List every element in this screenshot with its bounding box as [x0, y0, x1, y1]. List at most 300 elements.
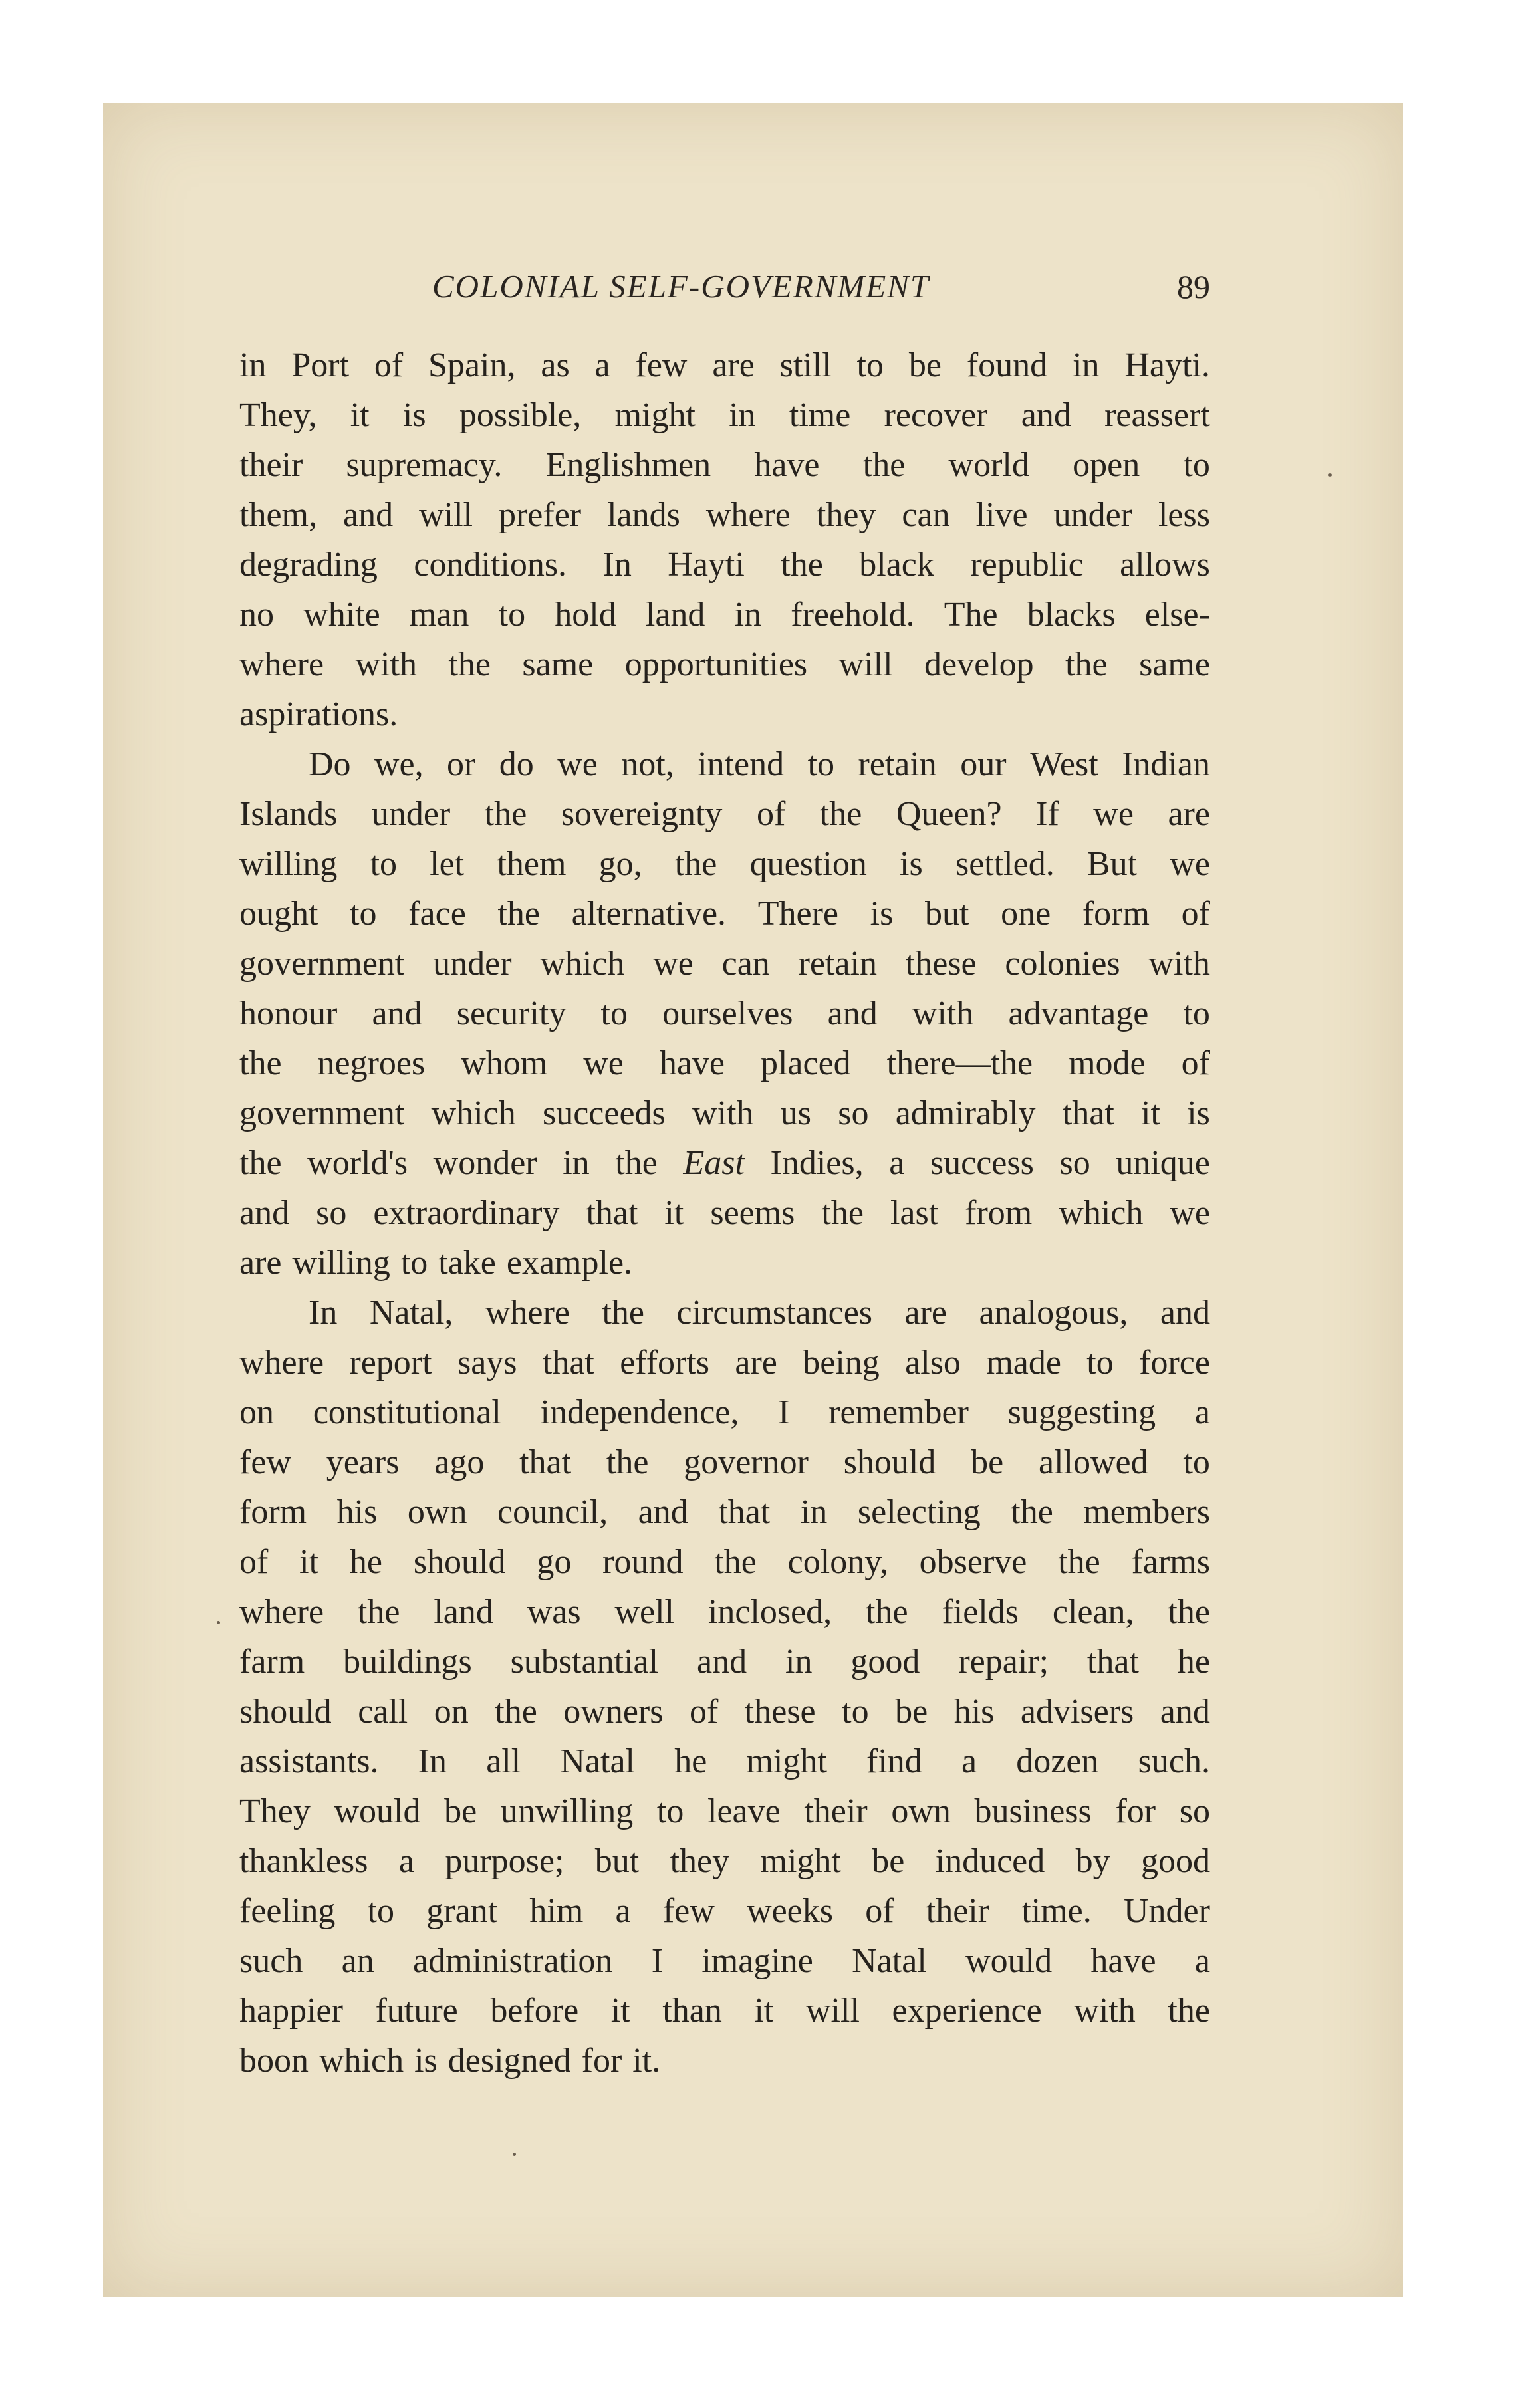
word: to — [600, 995, 628, 1032]
word: Natal, — [369, 1294, 453, 1332]
word: possible, — [459, 396, 582, 434]
word: East — [683, 1144, 745, 1182]
word: go, — [598, 845, 642, 883]
word: succeeds — [542, 1094, 666, 1132]
word: imagine — [701, 1942, 813, 1980]
word: success — [930, 1144, 1034, 1182]
text-line — [239, 440, 1210, 490]
word: last — [890, 1194, 939, 1232]
word: unique — [1116, 1144, 1210, 1182]
word: weeks — [747, 1892, 833, 1930]
word: retain — [858, 745, 937, 783]
text-line — [239, 590, 1210, 640]
word: it — [610, 1992, 630, 2030]
word: In — [602, 546, 632, 584]
word: are — [735, 1344, 777, 1382]
word: these — [744, 1693, 816, 1731]
word: where — [239, 1593, 324, 1631]
word: with — [1074, 1992, 1136, 2030]
text-line — [239, 1038, 1210, 1088]
word: Indies, — [770, 1144, 864, 1182]
word: honour — [239, 995, 338, 1032]
word: observe — [919, 1543, 1027, 1581]
word: report — [349, 1344, 432, 1382]
word: advantage — [1008, 995, 1149, 1032]
word: we — [1170, 1194, 1210, 1232]
word: the — [497, 895, 540, 933]
word: in — [729, 396, 756, 434]
word: But — [1086, 845, 1138, 883]
word: of — [689, 1693, 719, 1731]
word: few — [662, 1892, 715, 1930]
word: the — [821, 1194, 864, 1232]
word: their — [239, 446, 303, 484]
word: one — [1001, 895, 1051, 933]
word: If — [1036, 795, 1059, 833]
word: Hayti. — [1124, 346, 1210, 384]
word: him — [529, 1892, 584, 1930]
word: as — [541, 346, 570, 384]
word: less — [1158, 496, 1210, 534]
word: buildings — [343, 1643, 472, 1681]
word: in — [800, 1493, 828, 1531]
word: world — [948, 446, 1029, 484]
word: from — [965, 1194, 1033, 1232]
word: with — [1148, 945, 1210, 983]
word: time. — [1021, 1892, 1092, 1930]
word: says — [457, 1344, 517, 1382]
word: repair; — [958, 1643, 1049, 1681]
word: is — [1187, 1094, 1210, 1132]
word: of — [239, 1543, 269, 1581]
word: a — [1194, 1942, 1210, 1980]
word: good — [1140, 1842, 1210, 1880]
word: not, — [621, 745, 674, 783]
word: he — [1177, 1643, 1210, 1681]
word: republic — [970, 546, 1084, 584]
word: but — [924, 895, 969, 933]
word: and — [696, 1643, 747, 1681]
word: thankless — [239, 1842, 368, 1880]
word: experience — [892, 1992, 1042, 2030]
word: inclosed, — [707, 1593, 832, 1631]
word: all — [486, 1743, 521, 1780]
text-line — [239, 1886, 1210, 1936]
text-line — [239, 340, 1210, 390]
word: the — [714, 1543, 757, 1581]
word: these — [905, 945, 977, 983]
word: designed — [447, 2042, 571, 2080]
word: The — [944, 596, 998, 634]
word: Englishmen — [545, 446, 711, 484]
word: which — [319, 2042, 404, 2080]
word: world's — [307, 1144, 408, 1182]
word: assistants. — [239, 1743, 379, 1780]
word: open — [1073, 446, 1140, 484]
text-line — [239, 1437, 1210, 1487]
word: West — [1029, 745, 1098, 783]
text-line — [239, 490, 1210, 540]
word: to — [856, 346, 884, 384]
word: the — [606, 1443, 649, 1481]
word: on — [434, 1693, 469, 1731]
word: and — [239, 1194, 290, 1232]
word: willing — [239, 845, 338, 883]
text-line — [239, 739, 1210, 789]
word: of — [1181, 895, 1210, 933]
word: well — [614, 1593, 674, 1631]
word: the — [674, 845, 717, 883]
word: have — [659, 1044, 725, 1082]
word: so — [838, 1094, 869, 1132]
word: form — [1082, 895, 1150, 933]
word: settled. — [955, 845, 1055, 883]
word: will — [419, 496, 473, 534]
word: own — [891, 1792, 951, 1830]
word: in — [1073, 346, 1100, 384]
word: reassert — [1104, 396, 1210, 434]
word: blacks — [1027, 596, 1116, 634]
print-speck — [1328, 473, 1332, 477]
word: fields — [942, 1593, 1019, 1631]
word: freehold. — [791, 596, 915, 634]
word: live — [975, 496, 1028, 534]
word: willing — [292, 1244, 390, 1282]
word: to — [1183, 995, 1210, 1032]
word: take — [438, 1244, 496, 1282]
text-line — [239, 1587, 1210, 1637]
word: seems — [710, 1194, 795, 1232]
text-line — [239, 1138, 1210, 1188]
word: sovereignty — [561, 795, 723, 833]
word: advisers — [1020, 1693, 1134, 1731]
word: and — [1160, 1693, 1210, 1731]
word: on — [239, 1393, 274, 1431]
word: constitutional — [313, 1393, 501, 1431]
word: should — [413, 1543, 506, 1581]
word: that — [586, 1194, 638, 1232]
text-line — [239, 1986, 1210, 2036]
text-line — [239, 1687, 1210, 1737]
word: ago — [434, 1443, 485, 1481]
word: so — [1059, 1144, 1090, 1182]
word: to — [350, 895, 377, 933]
word: the — [615, 1144, 658, 1182]
word: is — [402, 396, 426, 434]
word: which — [431, 1094, 516, 1132]
word: is — [870, 895, 894, 933]
word: their — [926, 1892, 990, 1930]
word: to — [370, 845, 398, 883]
text-line — [239, 1387, 1210, 1437]
word: for — [581, 2042, 622, 2080]
word: under — [433, 945, 512, 983]
text-line — [239, 1188, 1210, 1238]
word: selecting — [857, 1493, 981, 1531]
word: to — [842, 1693, 869, 1731]
running-title: COLONIAL SELF-GOVERNMENT — [432, 268, 930, 304]
word: he — [349, 1543, 382, 1581]
text-line — [239, 1786, 1210, 1836]
word: and — [372, 995, 422, 1032]
word: that — [542, 1344, 594, 1382]
word: we — [653, 945, 694, 983]
word: it — [1141, 1094, 1160, 1132]
word: Port — [291, 346, 349, 384]
word: the — [239, 1044, 282, 1082]
word: form — [239, 1493, 307, 1531]
word: is — [414, 2042, 438, 2080]
word: are — [904, 1294, 948, 1332]
text-line — [239, 1288, 1210, 1338]
word: it — [299, 1543, 319, 1581]
word: colony, — [787, 1543, 888, 1581]
text-line — [239, 1487, 1210, 1537]
word: retain — [798, 945, 877, 983]
word: can — [721, 945, 770, 983]
word: his — [336, 1493, 378, 1531]
word: it — [664, 1194, 684, 1232]
word: before — [490, 1992, 579, 2030]
word: and — [827, 995, 878, 1032]
word: in — [563, 1144, 590, 1182]
text-line — [239, 1238, 1210, 1288]
word: so — [1179, 1792, 1210, 1830]
text-line — [239, 1637, 1210, 1687]
word: land — [645, 596, 705, 634]
text-line — [239, 1338, 1210, 1387]
print-speck — [513, 2153, 516, 2156]
word: Spain, — [428, 346, 516, 384]
word: develop — [924, 646, 1034, 683]
word: with — [912, 995, 974, 1032]
word: mode — [1069, 1044, 1146, 1082]
word: ought — [239, 895, 318, 933]
word: round — [602, 1543, 684, 1581]
word: will — [806, 1992, 860, 2030]
word: Islands — [239, 795, 338, 833]
word: was — [527, 1593, 581, 1631]
word: Queen? — [896, 795, 1002, 833]
word: administration — [413, 1942, 613, 1980]
page-number: 89 — [1177, 268, 1210, 305]
word: hold — [555, 596, 616, 634]
word: recover — [884, 396, 988, 434]
word: we — [557, 745, 598, 783]
word: suggesting — [1007, 1393, 1156, 1431]
text-line — [239, 1737, 1210, 1786]
word: a — [1194, 1393, 1210, 1431]
word: analogous, — [979, 1294, 1128, 1332]
word: Natal — [560, 1743, 635, 1780]
word: the — [602, 1294, 644, 1332]
text-line — [239, 1537, 1210, 1587]
word: owners — [563, 1693, 664, 1731]
word: allows — [1120, 546, 1210, 584]
word: members — [1083, 1493, 1210, 1531]
word: for — [1115, 1792, 1156, 1830]
word: placed — [760, 1044, 851, 1082]
word: be — [908, 346, 942, 384]
word: the — [448, 646, 491, 683]
word: else- — [1144, 596, 1210, 634]
word: them, — [239, 496, 317, 534]
word: where — [705, 496, 791, 534]
word: with — [355, 646, 417, 683]
word: I — [778, 1393, 790, 1431]
word: substantial — [510, 1643, 659, 1681]
word: would — [965, 1942, 1053, 1980]
word: the — [495, 1693, 537, 1731]
word: in — [785, 1643, 813, 1681]
word: find — [866, 1743, 922, 1780]
word: are — [1168, 795, 1210, 833]
word: happier — [239, 1992, 343, 2030]
word: it. — [632, 2042, 661, 2080]
word: still — [779, 346, 832, 384]
word: own — [407, 1493, 467, 1531]
word: farm — [239, 1643, 305, 1681]
word: boon — [239, 2042, 309, 2080]
word: to — [1183, 446, 1210, 484]
word: that — [519, 1443, 572, 1481]
word: and — [342, 496, 394, 534]
word: They — [239, 1792, 311, 1830]
word: same — [1139, 646, 1210, 683]
word: should — [239, 1693, 332, 1731]
word: council, — [497, 1493, 608, 1531]
word: the — [819, 795, 862, 833]
word: are — [239, 1244, 282, 1282]
word: he — [674, 1743, 707, 1780]
word: black — [859, 546, 934, 584]
word: prefer — [498, 496, 582, 534]
word: to — [498, 596, 526, 634]
word: might — [614, 396, 696, 434]
word: than — [662, 1992, 722, 2030]
word: conditions. — [414, 546, 567, 584]
word: an — [341, 1942, 374, 1980]
word: allowed — [1039, 1443, 1148, 1481]
word: circumstances — [676, 1294, 873, 1332]
word: be — [895, 1693, 928, 1731]
word: would — [334, 1792, 421, 1830]
word: have — [1090, 1942, 1156, 1980]
word: made — [986, 1344, 1061, 1382]
word: can — [902, 496, 950, 534]
text-line — [239, 839, 1210, 889]
word: the — [357, 1593, 400, 1631]
word: have — [754, 446, 820, 484]
word: extraordinary — [373, 1194, 560, 1232]
word: purpose; — [445, 1842, 565, 1880]
word: I — [651, 1942, 664, 1980]
body-text — [239, 340, 1210, 2086]
word: our — [960, 745, 1007, 783]
word: land — [434, 1593, 493, 1631]
word: no — [239, 596, 274, 634]
word: it — [754, 1992, 774, 2030]
word: their — [804, 1792, 868, 1830]
word: that — [1086, 1643, 1139, 1681]
word: government — [239, 945, 405, 983]
word: by — [1075, 1842, 1110, 1880]
word: lands — [607, 496, 680, 534]
word: time — [789, 396, 851, 434]
word: the — [866, 1593, 908, 1631]
word: and — [1160, 1294, 1210, 1332]
word: the — [1168, 1593, 1210, 1631]
word: such — [239, 1942, 303, 1980]
word: good — [850, 1643, 920, 1681]
word: go — [537, 1543, 572, 1581]
word: the — [1168, 1992, 1210, 2030]
word: where — [239, 646, 324, 683]
text-line — [239, 640, 1210, 689]
word: we, — [374, 745, 424, 783]
word: the — [1058, 1543, 1100, 1581]
word: face — [408, 895, 466, 933]
word: do — [499, 745, 534, 783]
word: found — [966, 346, 1048, 384]
word: the — [1011, 1493, 1053, 1531]
print-speck — [217, 1621, 220, 1624]
word: the — [484, 795, 527, 833]
word: colonies — [1005, 945, 1120, 983]
word: and — [1021, 396, 1071, 434]
word: wonder — [433, 1144, 537, 1182]
word: independence, — [540, 1393, 739, 1431]
text-line — [239, 390, 1210, 440]
word: to — [400, 1244, 428, 1282]
word: we — [1170, 845, 1210, 883]
word: might — [746, 1743, 827, 1780]
word: under — [371, 795, 451, 833]
word: we — [583, 1044, 624, 1082]
word: under — [1053, 496, 1132, 534]
word: a — [961, 1743, 977, 1780]
word: and — [638, 1493, 688, 1531]
word: where — [485, 1294, 570, 1332]
word: where — [239, 1344, 324, 1382]
text-line — [239, 889, 1210, 939]
word: with — [692, 1094, 754, 1132]
word: man — [409, 596, 469, 634]
word: Natal — [852, 1942, 927, 1980]
word: it — [350, 396, 370, 434]
word: might — [760, 1842, 841, 1880]
word: admirably — [895, 1094, 1036, 1132]
word: alternative. — [571, 895, 727, 933]
word: question — [749, 845, 867, 883]
word: we — [1093, 795, 1134, 833]
text-line — [239, 939, 1210, 989]
word: of — [756, 795, 786, 833]
word: government — [239, 1094, 405, 1132]
word: In — [309, 1294, 338, 1332]
word: few — [239, 1443, 291, 1481]
word: same — [522, 646, 594, 683]
word: In — [418, 1743, 447, 1780]
word: will — [838, 646, 893, 683]
word: to — [807, 745, 835, 783]
word: farms — [1131, 1543, 1210, 1581]
word: clean, — [1052, 1593, 1134, 1631]
text-line — [239, 989, 1210, 1038]
text-line — [239, 540, 1210, 590]
text-line — [239, 1088, 1210, 1138]
word: or — [447, 745, 476, 783]
